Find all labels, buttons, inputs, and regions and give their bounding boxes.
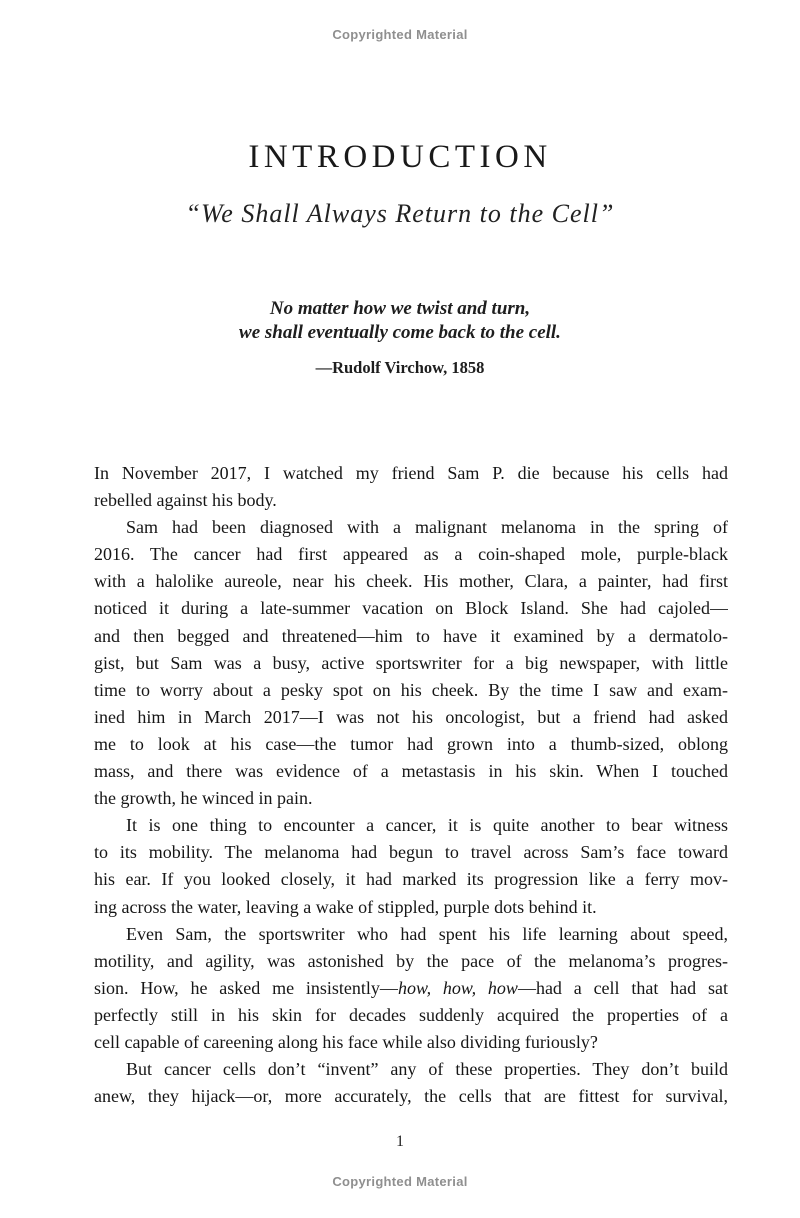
- epigraph-line: No matter how we twist and turn,: [269, 298, 531, 319]
- text-line: mass, and there was evidence of a metastasis in his skin. When I touched: [94, 761, 728, 782]
- text-line: It is one thing to encounter a cancer, it is quite another to bear witness: [126, 815, 728, 836]
- text-segment: sion. How, he asked me insistently—: [94, 977, 398, 998]
- paragraph: [94, 514, 728, 812]
- copyright-notice-bottom: Copyrighted Material: [332, 1174, 468, 1189]
- text-line: anew, they hijack—or, more accurately, the cells that are fittest for survival,: [94, 1086, 728, 1107]
- chapter-title: INTRODUCTION: [248, 139, 552, 175]
- text-line: 2016. The cancer had first appeared as a coin-shaped mole, purple-black: [94, 544, 728, 565]
- text-line: his ear. If you looked closely, it had marked its progression like a ferry mov-: [94, 869, 728, 890]
- italic-text-segment: how, how, how: [397, 977, 518, 998]
- paragraph: [94, 460, 728, 514]
- text-line: Sam had been diagnosed with a malignant melanoma in the spring of: [126, 517, 728, 538]
- paragraph: [94, 1056, 728, 1110]
- text-line: Even Sam, the sportswriter who had spent his life learning about speed,: [126, 923, 728, 944]
- text-line: In November 2017, I watched my friend Sam P. die because his cells had: [94, 463, 728, 483]
- text-line: rebelled against his body.: [94, 490, 277, 511]
- text-line: me to look at his case—the tumor had grown into a thumb-sized, oblong: [94, 733, 728, 754]
- text-line: gist, but Sam was a busy, active sportswriter for a big newspaper, with little: [94, 652, 728, 673]
- page-number: 1: [396, 1133, 404, 1150]
- epigraph: [0, 297, 800, 380]
- text-segment: —had a cell that had sat: [517, 977, 728, 998]
- copyright-notice-top: Copyrighted Material: [332, 27, 468, 42]
- text-line: with a halolike aureole, near his cheek. His mother, Clara, a painter, had first: [94, 571, 728, 592]
- text-line: and then begged and threatened—him to have it examined by a dermatolo-: [94, 625, 728, 646]
- text-line: to its mobility. The melanoma had begun to travel across Sam’s face toward: [94, 842, 728, 863]
- text-line: ing across the water, leaving a wake of stippled, purple dots behind it.: [94, 896, 597, 917]
- text-line: the growth, he winced in pain.: [94, 788, 313, 809]
- body-text: [94, 460, 728, 1110]
- text-line: cell capable of careening along his face while also dividing furiously?: [94, 1031, 598, 1052]
- paragraph: [94, 921, 728, 1056]
- text-line: But cancer cells don’t “invent” any of these properties. They don’t build: [126, 1059, 728, 1080]
- epigraph-attribution: —Rudolf Virchow, 1858: [315, 358, 485, 377]
- text-line: motility, and agility, was astonished by the pace of the melanoma’s progres-: [94, 950, 728, 971]
- text-line: noticed it during a late-summer vacation on Block Island. She had cajoled—: [94, 598, 728, 619]
- text-line: time to worry about a pesky spot on his cheek. By the time I saw and exam-: [94, 679, 728, 700]
- text-line: [94, 975, 728, 1002]
- text-line: ined him in March 2017—I was not his oncologist, but a friend had asked: [94, 706, 728, 727]
- paragraph: [94, 812, 728, 920]
- chapter-subtitle: “We Shall Always Return to the Cell”: [185, 199, 615, 228]
- text-line: perfectly still in his skin for decades suddenly acquired the properties of a: [94, 1004, 728, 1025]
- epigraph-line: we shall eventually come back to the cell.: [239, 321, 561, 343]
